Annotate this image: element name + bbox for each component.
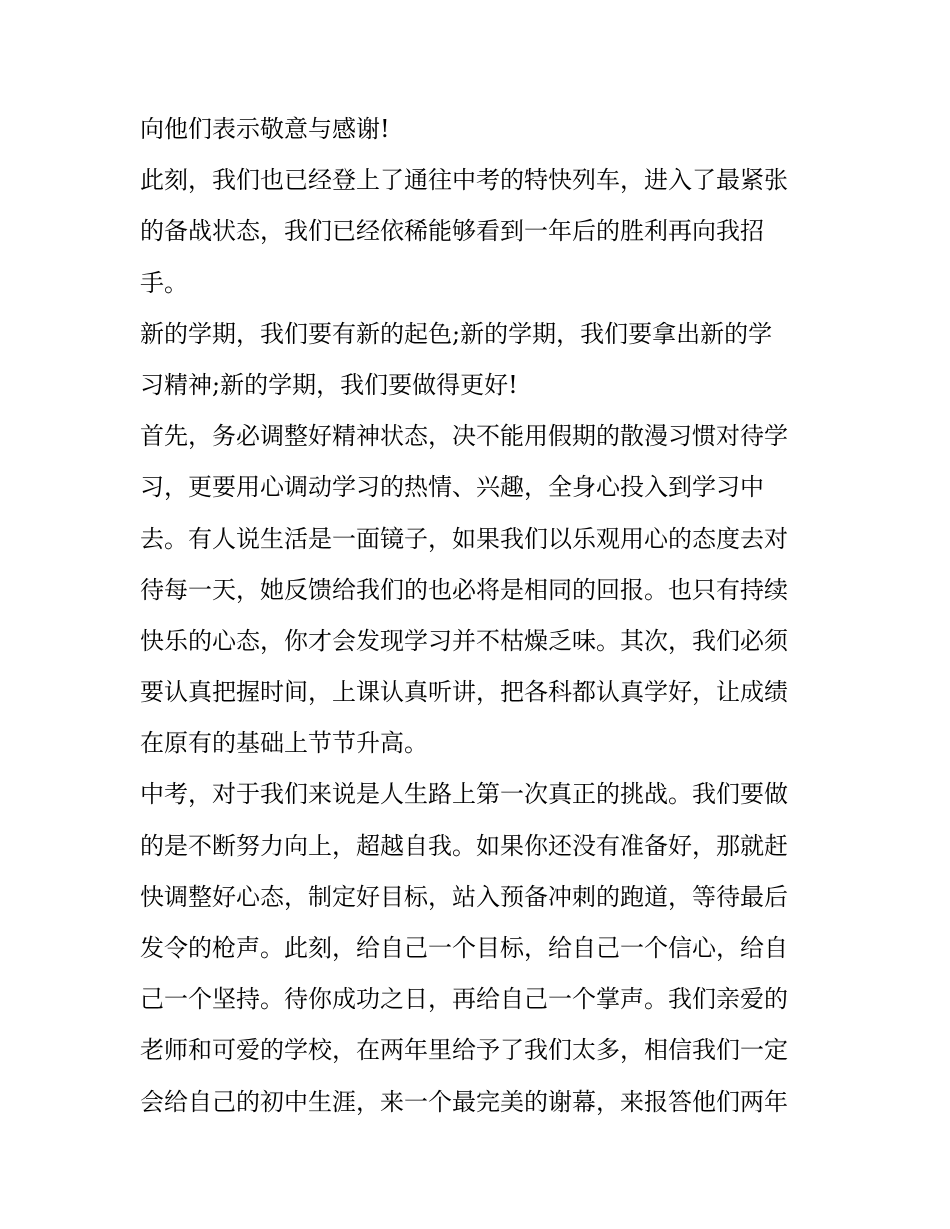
text-line: 会给自己的初中生涯，来一个最完美的谢幕，来报答他们两年 xyxy=(140,1087,788,1116)
text-line: 快调整好心态，制定好目标，站入预备冲刺的跑道，等待最后 xyxy=(140,882,788,911)
text-line: 要认真把握时间，上课认真听讲，把各科都认真学好，让成绩 xyxy=(140,678,788,707)
text-line: 己一个坚持。待你成功之日，再给自己一个掌声。我们亲爱的 xyxy=(140,985,788,1014)
text-line: 首先，务必调整好精神状态，决不能用假期的散漫习惯对待学 xyxy=(140,422,788,451)
text-line: 中考，对于我们来说是人生路上第一次真正的挑战。我们要做 xyxy=(140,780,788,809)
text-line: 去。有人说生活是一面镜子，如果我们以乐观用心的态度去对 xyxy=(140,524,788,553)
text-line: 的是不断努力向上，超越自我。如果你还没有准备好，那就赶 xyxy=(140,831,788,860)
document-body xyxy=(140,104,820,1128)
text-line: 在原有的基础上节节升高。 xyxy=(140,729,428,758)
text-line: 此刻，我们也已经登上了通往中考的特快列车，进入了最紧张 xyxy=(140,166,788,195)
text-line: 待每一天，她反馈给我们的也必将是相同的回报。也只有持续 xyxy=(140,575,788,604)
text-line: 老师和可爱的学校，在两年里给予了我们太多，相信我们一定 xyxy=(140,1036,788,1065)
text-line: 发令的枪声。此刻，给自己一个目标，给自己一个信心，给自 xyxy=(140,934,788,962)
text-line: 新的学期，我们要有新的起色;新的学期，我们要拿出新的学 xyxy=(140,319,773,348)
text-line: 习精神;新的学期，我们要做得更好! xyxy=(140,370,518,399)
text-line: 快乐的心态，你才会发现学习并不枯燥乏味。其次，我们必须 xyxy=(140,626,788,655)
text-line: 习，更要用心调动学习的热情、兴趣，全身心投入到学习中 xyxy=(140,473,764,502)
text-line: 手。 xyxy=(140,268,188,297)
text-line: 的备战状态，我们已经依稀能够看到一年后的胜利再向我招 xyxy=(140,217,764,246)
text-line: 向他们表示敬意与感谢! xyxy=(140,115,390,143)
